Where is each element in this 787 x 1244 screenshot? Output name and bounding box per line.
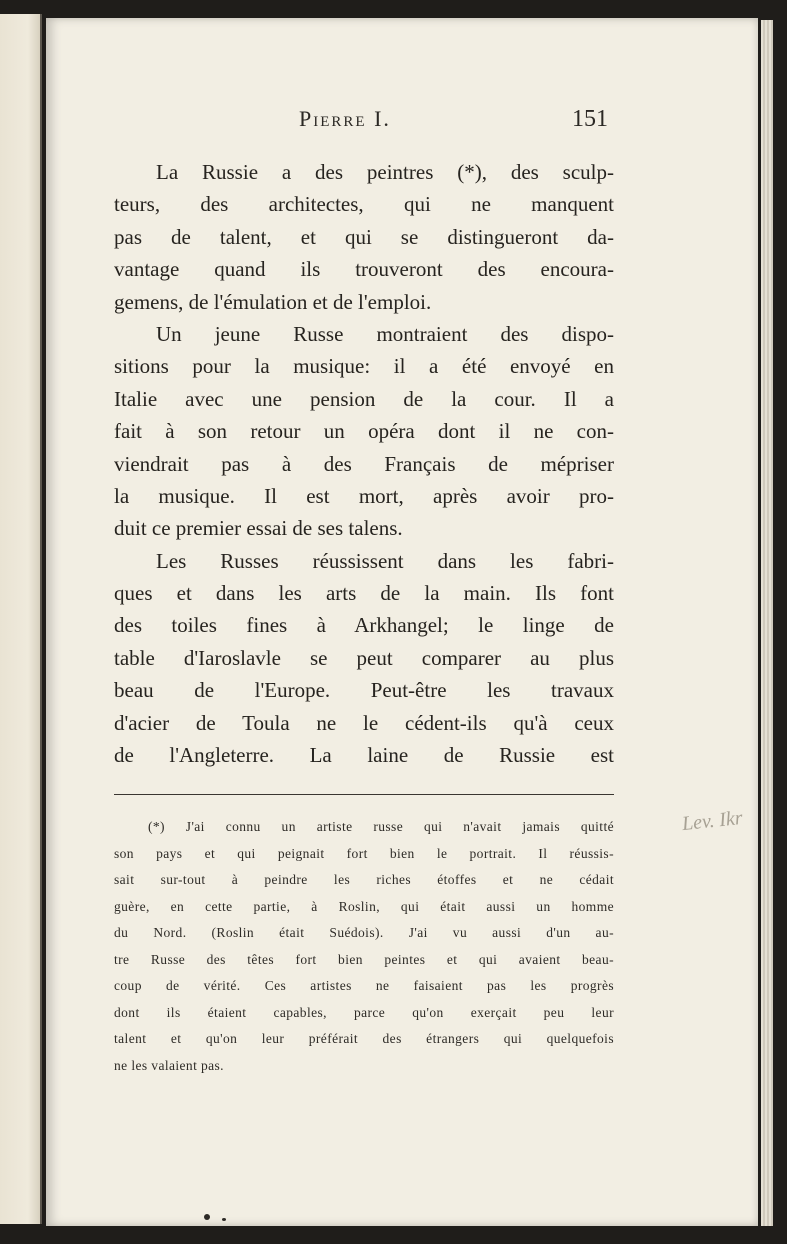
footnote-line: tre Russe des têtes fort bien peintes et qui avaient beau- <box>114 951 614 967</box>
footnote-line: du Nord. (Roslin était Suédois). J'ai vu aussi d'un au- <box>114 925 614 940</box>
text-line: duit ce premier essai de ses talens. <box>114 516 403 541</box>
text-line: gemens, de l'émulation et de l'emploi. <box>114 289 432 314</box>
text-line: teurs, des architectes, qui ne manquent <box>114 192 614 217</box>
text-line: de l'Angleterre. La laine de Russie est <box>114 743 614 768</box>
footnote-rule <box>114 794 614 795</box>
running-head <box>46 106 758 140</box>
text-line: d'acier de Toula ne le cédent-ils qu'à ceux <box>114 710 614 735</box>
ink-spot <box>204 1214 210 1220</box>
footnote-line: coup de vérité. Ces artistes ne faisaient pas les progrès <box>114 978 614 993</box>
book-page <box>46 18 758 1226</box>
text-line: pas de talent, et qui se distingueront da- <box>114 224 614 249</box>
text-line: Les Russes réussissent dans les fabri- <box>156 548 614 573</box>
footnote-block <box>114 814 614 1079</box>
text-line: viendrait pas à des Français de mépriser <box>114 451 614 476</box>
running-title: Pierre I. <box>299 106 391 131</box>
text-line: vantage quand ils trouveront des encoura- <box>114 257 614 282</box>
pencil-marginalia: Lev. Ikr <box>680 806 744 836</box>
ink-spot <box>222 1218 226 1221</box>
text-line: Italie avec une pension de la cour. Il a <box>114 386 614 411</box>
footnote-line: son pays et qui peignait fort bien le portrait. Il réussis- <box>114 845 614 861</box>
footnote-line: talent et qu'on leur préférait des étrangers qui quelquefois <box>114 1031 614 1046</box>
footnote-line: guère, en cette partie, à Roslin, qui était aussi un homme <box>114 898 614 914</box>
text-line: table d'Iaroslavle se peut comparer au plus <box>114 645 614 670</box>
text-line: fait à son retour un opéra dont il ne con- <box>114 419 614 444</box>
page-block-edge <box>761 20 773 1226</box>
text-line: beau de l'Europe. Peut-être les travaux <box>114 678 614 703</box>
text-line: des toiles fines à Arkhangel; le linge de <box>114 613 614 638</box>
footnote-line: (*) J'ai connu un artiste russe qui n'avait jamais quitté <box>148 819 614 834</box>
main-text-block <box>114 156 614 771</box>
text-line: la musique. Il est mort, après avoir pro- <box>114 483 614 508</box>
text-line: ques et dans les arts de la main. Ils font <box>114 581 614 606</box>
footnote-line: dont ils étaient capables, parce qu'on exerçait peu leur <box>114 1004 614 1020</box>
text-line: La Russie a des peintres (*), des sculp- <box>156 160 614 184</box>
footnote-line: ne les valaient pas. <box>114 1057 224 1073</box>
page-number: 151 <box>572 106 608 132</box>
footnote-line: sait sur-tout à peindre les riches étoffes et ne cédait <box>114 872 614 887</box>
text-line: sitions pour la musique: il a été envoyé en <box>114 354 614 379</box>
facing-page-edge <box>0 14 42 1224</box>
text-line: Un jeune Russe montraient des dispo- <box>156 321 614 346</box>
